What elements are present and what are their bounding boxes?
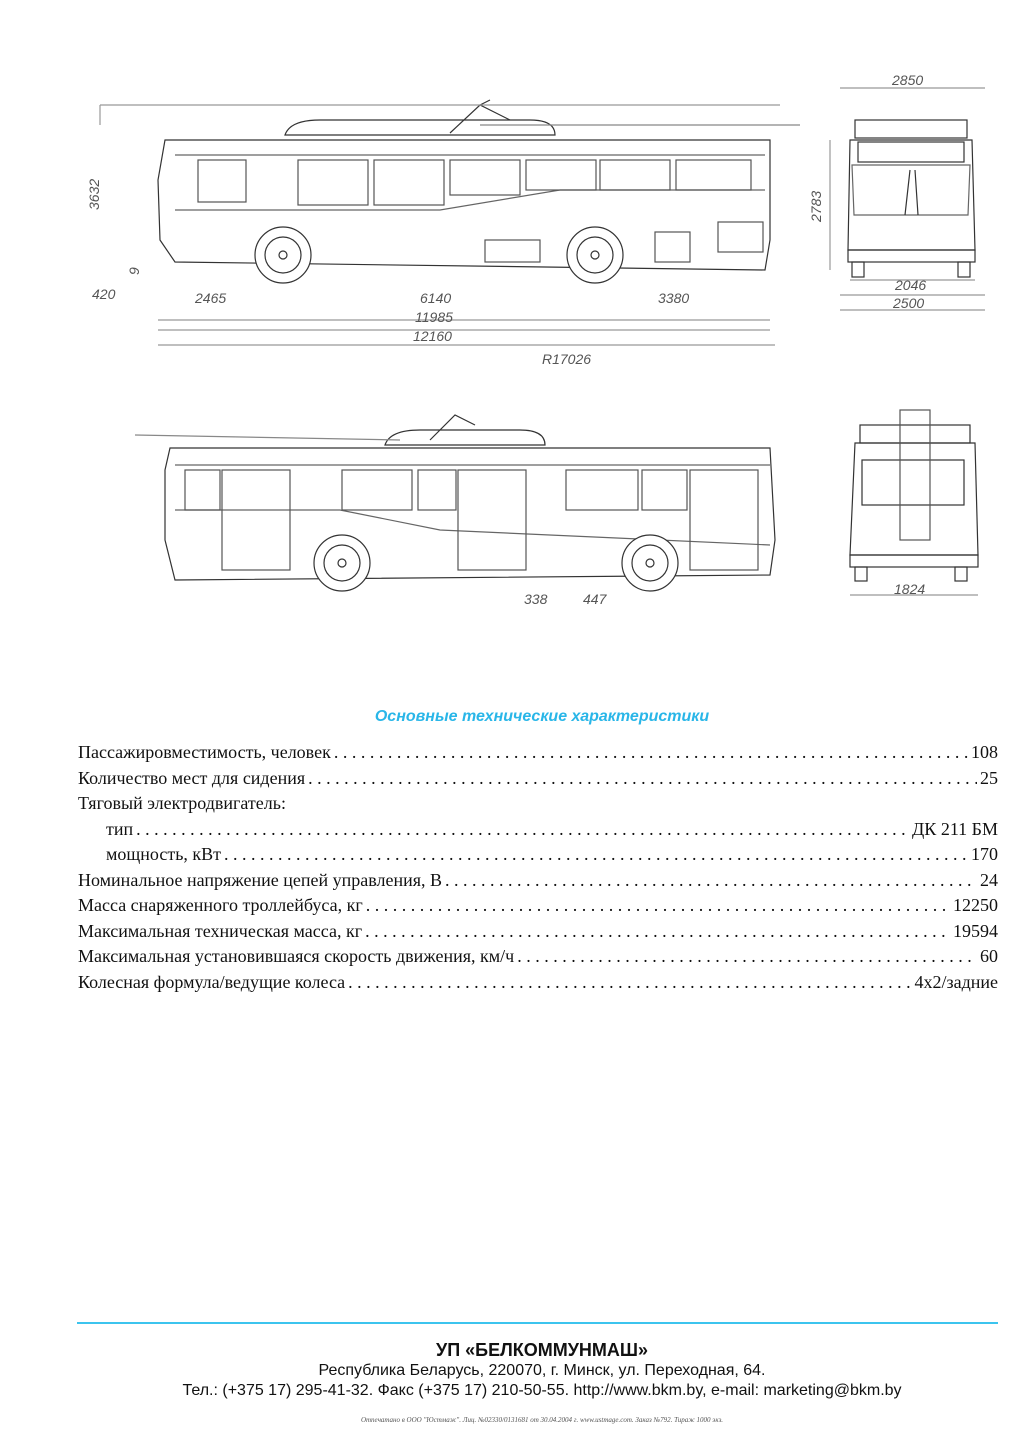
spec-value: 12250 <box>953 895 998 915</box>
dim-length-body: 11985 <box>415 309 453 325</box>
dim-rear-overhang: 3380 <box>658 290 690 306</box>
spec-label: Максимальная техническая масса, кг <box>78 920 363 941</box>
dot-leader <box>366 895 950 916</box>
spec-label: тип <box>106 818 134 839</box>
company-contacts: Тел.: (+375 17) 295-41-32. Факс (+375 17) 210-50-55. http://www.bkm.by, e-mail: marketing@bkm.by <box>182 1382 902 1399</box>
dim-turning-radius: R17026 <box>542 351 592 367</box>
dim-clearance-a: 420 <box>92 286 116 302</box>
trolleybus-drawings <box>0 0 1024 700</box>
dim-step-b: 447 <box>583 591 607 607</box>
dim-step-a: 338 <box>524 591 548 607</box>
spec-label: Номинальное напряжение цепей управления, В <box>78 869 443 890</box>
spec-label: Тяговый электродвигатель: <box>78 793 286 813</box>
spec-value: 25 <box>980 767 998 788</box>
spec-label: Количество мест для сидения <box>78 767 306 788</box>
dot-leader <box>365 921 950 942</box>
dim-track-rear: 1824 <box>894 581 926 597</box>
dot-leader <box>334 742 968 763</box>
specs-title: Основные технические характеристики <box>374 708 710 725</box>
spec-row <box>78 793 998 819</box>
rear-view-drawing <box>850 410 978 595</box>
dim-width-body: 2500 <box>893 295 925 311</box>
spec-label: Колесная формула/ведущие колеса <box>78 971 346 992</box>
spec-row <box>78 946 998 972</box>
spec-value: 170 <box>971 844 998 864</box>
specs-list <box>78 742 998 997</box>
dim-height-front: 2783 <box>808 190 824 222</box>
spec-value: 24 <box>980 869 998 890</box>
spec-value: 60 <box>980 946 998 966</box>
spec-row <box>78 819 998 845</box>
spec-label: мощность, кВт <box>106 844 222 864</box>
spec-row <box>78 870 998 896</box>
dot-leader <box>517 946 977 967</box>
spec-row <box>78 844 998 870</box>
other-side-view-drawing <box>135 415 775 591</box>
dim-length-total: 12160 <box>413 328 452 344</box>
dot-leader <box>348 972 911 993</box>
spec-row <box>78 742 998 768</box>
company-address: Республика Беларусь, 220070, г. Минск, ул. Переходная, 64. <box>318 1362 766 1379</box>
spec-label: Пассажировместимость, человек <box>78 742 331 762</box>
dim-front-overhang: 2465 <box>195 290 227 306</box>
spec-row <box>78 972 998 998</box>
print-info: Отпечатано в ООО "Юстмаж". Лиц. №02330/0131681 от 30.04.2004 г. www.ustmage.com. Заказ №792. Тираж 1000 экз. <box>360 1416 724 1424</box>
spec-label: Масса снаряженного троллейбуса, кг <box>78 895 363 915</box>
spec-value: ДК 211 БМ <box>912 818 998 839</box>
spec-value: 19594 <box>953 920 998 941</box>
dot-leader <box>224 844 968 865</box>
spec-value: 4x2/задние <box>914 971 998 992</box>
dot-leader <box>445 870 977 891</box>
footer-divider <box>77 1322 998 1324</box>
dim-wheelbase: 6140 <box>420 290 452 306</box>
spec-value: 108 <box>971 742 998 762</box>
spec-row <box>78 921 998 947</box>
spec-row <box>78 768 998 794</box>
spec-row <box>78 895 998 921</box>
company-name: УП «БЕЛКОММУНМАШ» <box>436 1340 648 1360</box>
dim-width-mirrors: 2850 <box>892 72 924 88</box>
dim-clearance-b: 9 <box>126 267 142 275</box>
dot-leader <box>308 768 977 789</box>
dim-height: 3632 <box>86 178 102 210</box>
dim-track-front: 2046 <box>895 277 927 293</box>
spec-label: Максимальная установившаяся скорость движения, км/ч <box>78 946 515 966</box>
dot-leader <box>136 819 909 840</box>
